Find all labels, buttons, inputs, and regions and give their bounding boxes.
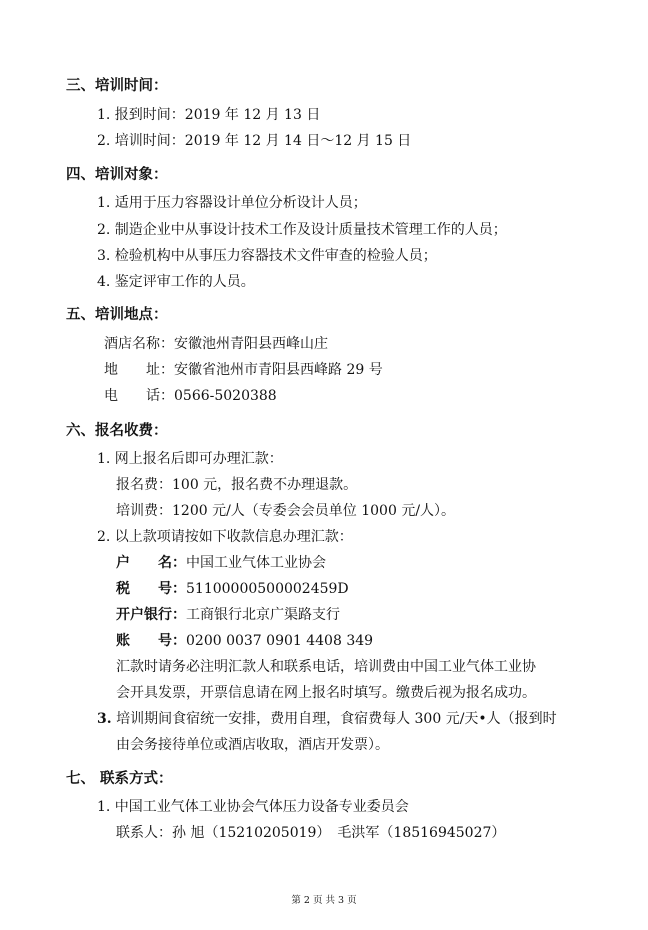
audience-item-4: 4. 鉴定评审工作的人员。 [97, 274, 255, 290]
remittance-note-line-1: 汇款时请务必注明汇款人和联系电话，培训费由中国工业气体工业协 [116, 659, 536, 675]
audience-item-3: 3. 检验机构中从事压力容器技术文件审查的检验人员； [97, 248, 437, 264]
remittance-note-line-2: 会开具发票，开票信息请在网上报名时填写。缴费后视为报名成功。 [116, 685, 536, 701]
fees-item-1: 1. 网上报名后即可办理汇款： [97, 451, 283, 467]
contact-organization: 1. 中国工业气体工业协会气体压力设备专业委员会 [97, 799, 409, 815]
section-heading-contact: 七、 联系方式： [66, 770, 173, 787]
hotel-address: 地 址：安徽省池州市青阳县西峰路 29 号 [104, 362, 383, 378]
account-number-label: 账 号： [116, 633, 186, 649]
fees-item-3-line-2: 由会务接待单位或酒店收取，酒店开发票）。 [116, 737, 389, 753]
hotel-phone: 电 话：0566-5020388 [104, 388, 277, 404]
account-number-value: 0200 0037 0901 4408 349 [186, 633, 374, 649]
bank-value: 工商银行北京广渠路支行 [186, 607, 340, 623]
tax-id-label: 税 号： [116, 581, 186, 597]
contact-persons: 联系人：孙 旭（15210205019） 毛洪军（18516945027） [116, 825, 506, 841]
bank-row [116, 605, 340, 625]
page-number-footer: 第 2 页 共 3 页 [291, 895, 357, 906]
account-name-row [116, 553, 326, 573]
fees-item-3-number: 3. [97, 711, 112, 727]
audience-item-2: 2. 制造企业中从事设计技术工作及设计质量技术管理工作的人员； [97, 222, 507, 238]
bank-label: 开户银行： [116, 607, 186, 623]
account-number-row [116, 631, 373, 651]
hotel-name: 酒店名称：安徽池州青阳县西峰山庄 [104, 336, 328, 352]
tax-id-value: 51100000500002459D [186, 581, 349, 597]
check-in-time: 1. 报到时间：2019 年 12 月 13 日 [97, 107, 321, 123]
account-name-value: 中国工业气体工业协会 [186, 555, 326, 571]
fees-item-3-line-1 [97, 709, 557, 729]
account-name-label: 户 名： [116, 555, 186, 571]
training-time: 2. 培训时间：2019 年 12 月 14 日～12 月 15 日 [97, 133, 412, 149]
tax-id-row [116, 579, 349, 599]
section-heading-location: 五、培训地点： [66, 306, 168, 323]
section-heading-training-time: 三、培训时间： [66, 77, 168, 94]
registration-fee: 报名费：100 元，报名费不办理退款。 [116, 477, 358, 493]
section-heading-fees: 六、报名收费： [66, 422, 168, 439]
fees-item-3-text: 培训期间食宿统一安排，费用自理，食宿费每人 300 元/天•人（报到时 [111, 711, 557, 727]
section-heading-audience: 四、培训对象： [66, 166, 168, 183]
training-fee: 培训费：1200 元/人（专委会会员单位 1000 元/人）。 [116, 503, 456, 519]
fees-item-2: 2. 以上款项请按如下收款信息办理汇款： [97, 529, 353, 545]
audience-item-1: 1. 适用于压力容器设计单位分析设计人员； [97, 195, 367, 211]
